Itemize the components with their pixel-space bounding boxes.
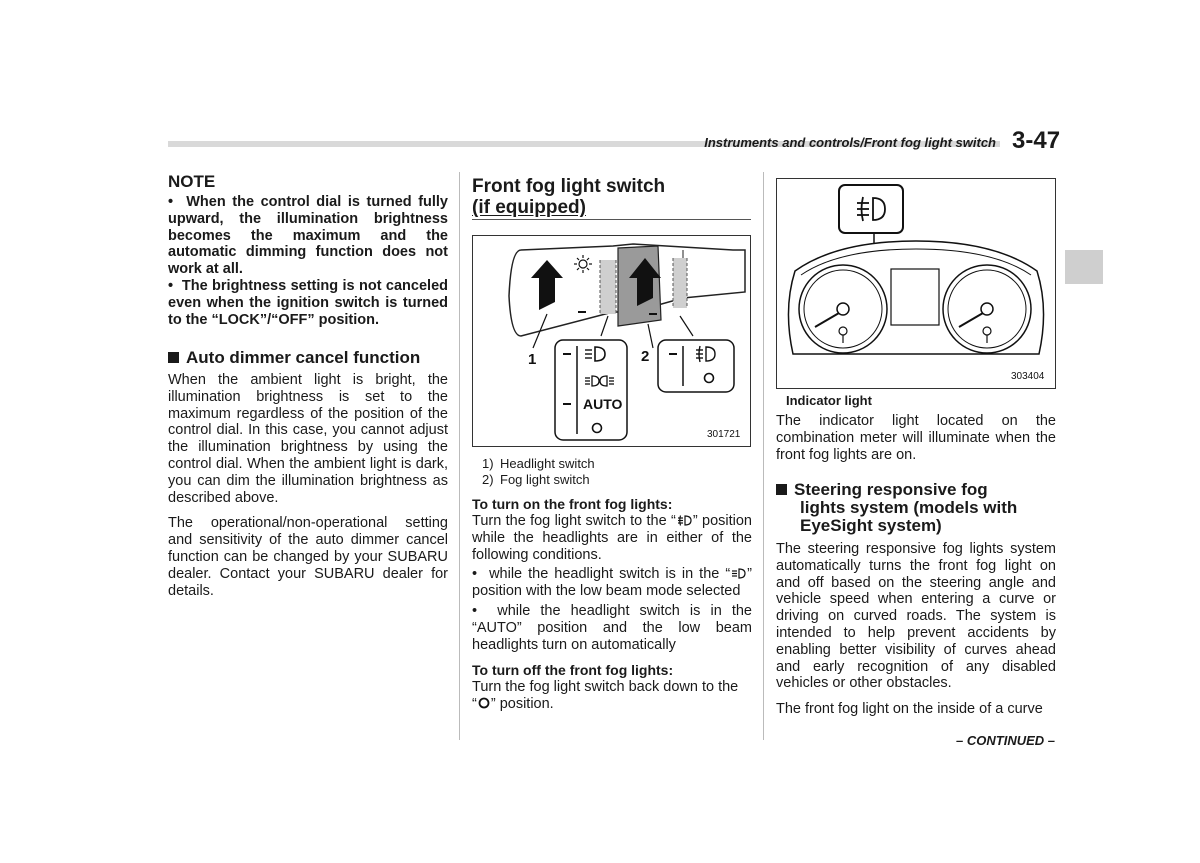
switch-figure (472, 235, 751, 447)
column-divider (459, 172, 460, 740)
text-run: ” position while the headlights are in either of the following conditions. (472, 513, 752, 563)
subheading-steering-fog (776, 481, 1061, 535)
figure-caption: Indicator light (786, 393, 872, 408)
off-circle-icon (477, 697, 491, 709)
section-title: Instruments and controls/Front fog light switch (704, 135, 996, 150)
paragraph: The operational/non-operational setting and sensitivity of the auto dimmer cancel function can be changed by your SUBARU dealer. Contact your SUBARU dealer for details. (168, 515, 448, 599)
caption-item (472, 472, 750, 488)
right-body-2 (776, 541, 1056, 718)
square-bullet-icon (776, 484, 787, 495)
text-run: Turn the fog light switch back down to the (472, 679, 739, 696)
turn-on-paragraph (472, 513, 752, 563)
left-body (168, 372, 448, 599)
fog-light-icon (676, 515, 693, 526)
text-run: while the headlight switch is in the “AUTO” position and the low beam headlights turn on automatically (472, 602, 752, 653)
caption-num: 2) (482, 472, 494, 487)
figure-captions (472, 456, 750, 488)
heading-line: (if equipped) (472, 197, 586, 218)
subheading-line (776, 481, 1061, 499)
combination-meter-illustration (777, 179, 1055, 388)
caption-num: 1) (482, 456, 494, 471)
paragraph: The indicator light located on the combination meter will illuminate when the front fog lights are on. (776, 413, 1056, 463)
callout-1: 1 (528, 351, 537, 368)
turn-on-heading: To turn on the front fog lights: (472, 496, 673, 512)
note-bullet-text: The brightness setting is not canceled even when the ignition switch is turned to the “LOCK”/“OFF” position. (168, 277, 448, 328)
subheading-line: EyeSight system) (800, 516, 942, 535)
figure-code: 303404 (1011, 371, 1045, 382)
caption-text: Headlight switch (500, 456, 595, 471)
heading-rule (472, 219, 751, 220)
meter-figure (776, 178, 1056, 389)
paragraph: The front fog light on the inside of a curve (776, 701, 1043, 718)
caption-item (472, 456, 750, 472)
text-run: ” position with the low beam mode selected (472, 566, 752, 600)
page-heading (472, 176, 750, 218)
condition-bullet: • while the headlight switch is in the “AUTO” position and the low beam headlights turn on automatically (472, 602, 752, 653)
note-bullet: • When the control dial is turned fully upward, the illumination brightness becomes the maximum and the automatic dimming function does not work at all. (168, 194, 448, 278)
column-divider (763, 172, 764, 740)
auto-label: AUTO (583, 396, 623, 412)
middle-body (472, 496, 752, 713)
headlight-icon (730, 568, 747, 579)
note-list (168, 194, 448, 328)
subheading-line: lights system (models with (800, 498, 1018, 517)
note-title: NOTE (168, 172, 216, 191)
figure-code: 301721 (707, 429, 741, 440)
caption-text: Fog light switch (500, 472, 590, 487)
page-number: 3-47 (1012, 127, 1061, 154)
square-bullet-icon (168, 352, 179, 363)
condition-bullet: • while the headlight switch is in the “ ” position with the low beam mode selected (472, 566, 752, 600)
subheading-auto-dimmer (168, 348, 453, 368)
subheading-text: Auto dimmer cancel function (186, 348, 421, 367)
paragraph: The steering responsive fog lights system automatically turns the front fog light on and off based on the steering angle and vehicle speed when entering a curve or driving on curved roads. The system is intended to help prevent accidents by enabling better visibility of curves ahead and early recognition of any disabled vehicles or other obstacles. (776, 541, 1056, 692)
continued-label: – CONTINUED – (956, 733, 1055, 748)
switch-illustration (473, 236, 750, 446)
text-run: “ (472, 696, 477, 713)
text-run: ” position. (490, 696, 554, 713)
heading-line: Front fog light switch (472, 176, 666, 197)
note-bullet: • The brightness setting is not canceled even when the ignition switch is turned to the “LOCK”/“OFF” position. (168, 277, 448, 328)
subheading-text: Steering responsive fog (794, 480, 988, 499)
turn-off-heading: To turn off the front fog lights: (472, 662, 674, 679)
callout-2: 2 (641, 348, 650, 365)
text-run: while the headlight switch is in the “ (489, 566, 731, 583)
chapter-tab (1065, 250, 1103, 284)
right-body (776, 413, 1056, 463)
note-bullet-text: When the control dial is turned fully upward, the illumination brightness becomes the maximum and the automatic dimming function does not work at all. (168, 194, 448, 278)
paragraph: When the ambient light is bright, the illumination brightness is set to the maximum regardless of the position of the control dial. In this case, you cannot adjust the illumination brightness by using the control dial. When the ambient light is dark, you can dim the illumination brightness as described above. (168, 372, 448, 506)
text-run: Turn the fog light switch to the “ (472, 513, 676, 529)
turn-off-paragraph (472, 679, 752, 713)
